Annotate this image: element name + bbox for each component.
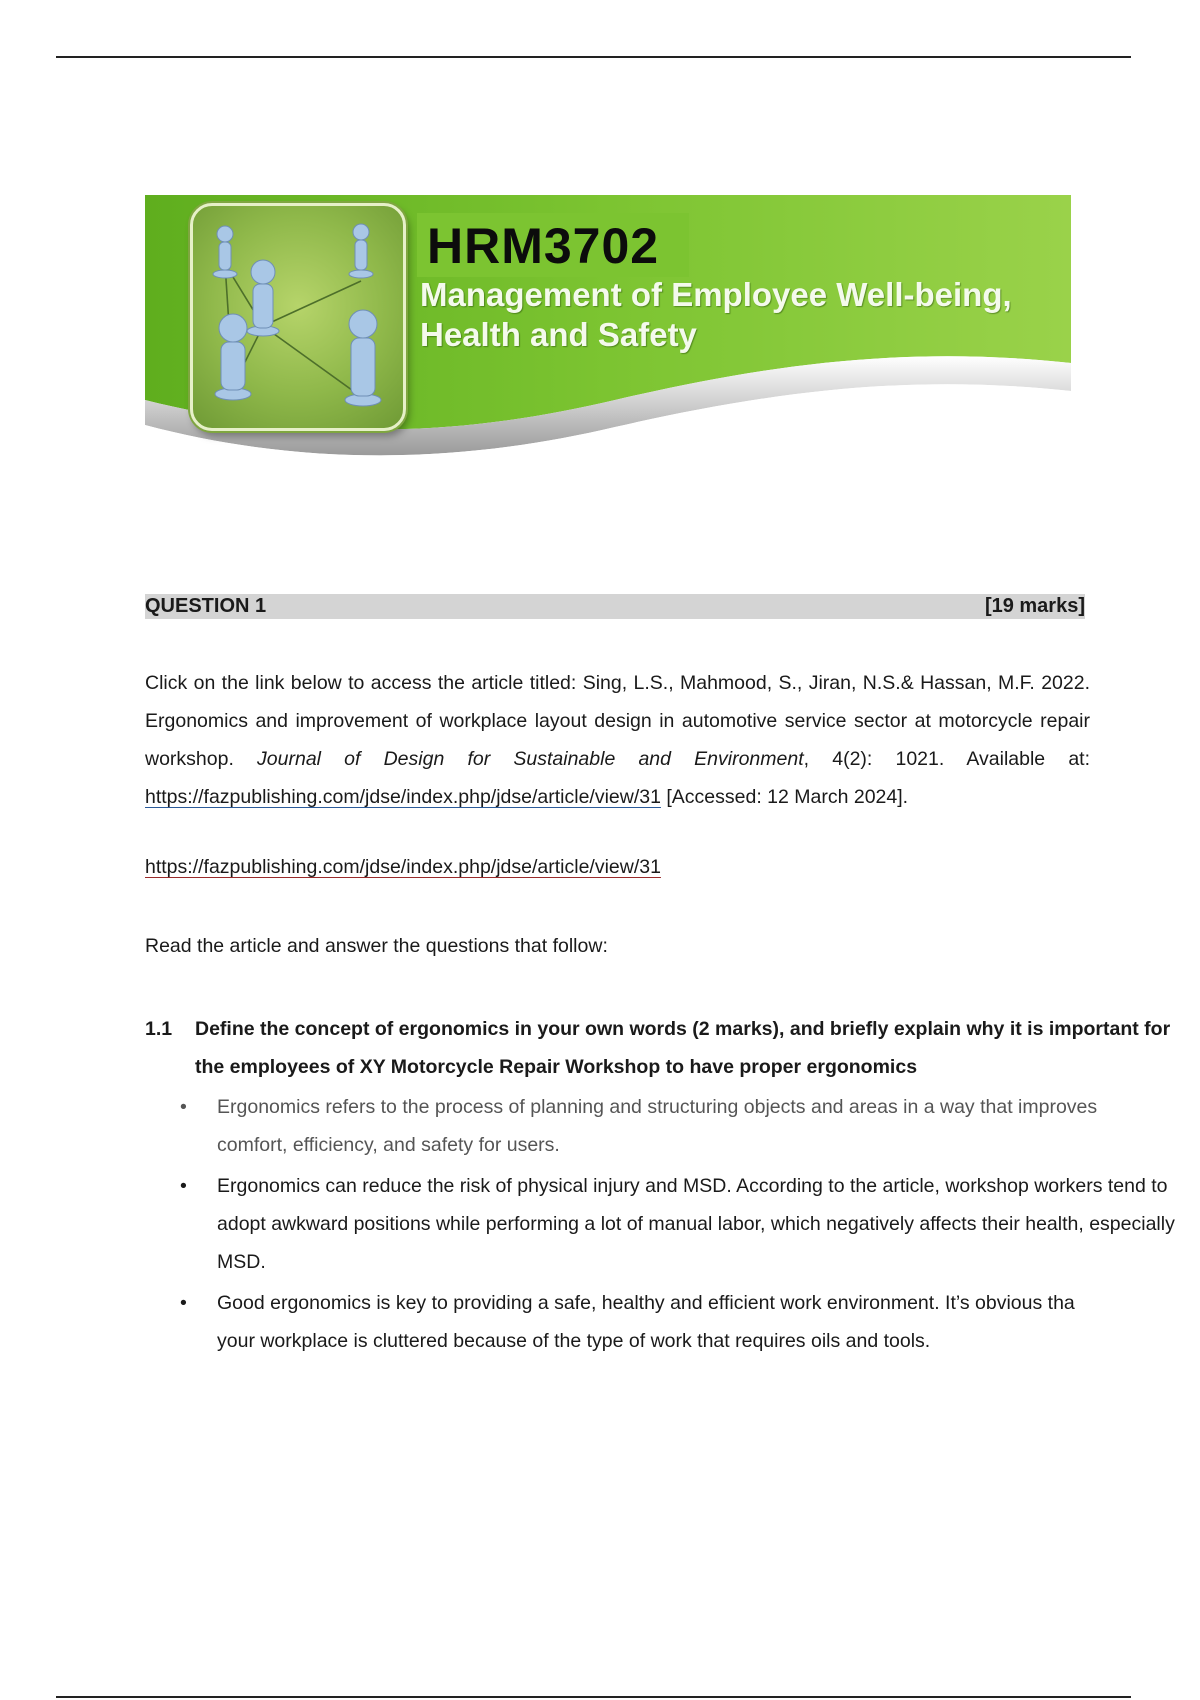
- bullet-icon: •: [180, 1175, 187, 1197]
- article-url-line: [145, 856, 661, 879]
- course-banner: [145, 195, 1071, 485]
- course-code: HRM3702: [417, 213, 689, 277]
- intro-text-1: Click on the link below to access the article titled: Sing, L.S., Mahmood, S., Jiran, N.S.& Hassan, M.F. 2022. Ergonomics and improvement of workplace layout design in automotive service sector at motorcycle repair workshop.: [145, 672, 1090, 770]
- article-reference-paragraph: [145, 664, 1090, 816]
- question-text: Define the concept of ergonomics in your own words (2 marks), and briefly explain why it is important for the employees of XY Motorcycle Repair Workshop to have proper ergonomics: [195, 1018, 1171, 1078]
- course-title-line-2: Health and Safety: [420, 316, 697, 353]
- answer-bullet-list: [180, 1088, 1200, 1363]
- journal-title: Journal of Design for Sustainable and Environment: [257, 748, 804, 770]
- bottom-rule: [56, 1696, 1131, 1698]
- intro-text-2: , 4(2): 1021. Available at:: [803, 748, 1091, 770]
- question-1-1: [145, 1010, 1185, 1086]
- bullet-text: Good ergonomics is key to providing a safe, healthy and efficient work environment. It’s obvious tha: [217, 1292, 1075, 1314]
- bullet-text-continuation: your workplace is cluttered because of the type of work that requires oils and tools.: [217, 1330, 931, 1352]
- course-title-line-1: Management of Employee Well-being,: [420, 276, 1012, 313]
- top-rule: [56, 56, 1131, 58]
- bullet-text: Ergonomics can reduce the risk of physical injury and MSD. According to the article, workshop workers tend to adopt awkward positions while performing a lot of manual labor, which negatively affects their health, especially MSD.: [217, 1175, 1175, 1273]
- bullet-icon: •: [180, 1292, 187, 1314]
- bullet-text: Ergonomics refers to the process of planning and structuring objects and areas in a way that improves comfort, efficiency, and safety for users.: [217, 1096, 1098, 1156]
- question-number: 1.1: [145, 1018, 173, 1040]
- question-label: QUESTION 1: [145, 595, 267, 617]
- people-network-icon: [193, 206, 403, 428]
- list-item: [180, 1088, 1200, 1164]
- question-marks: [19 marks]: [984, 595, 1085, 617]
- people-network-logo: [190, 203, 406, 431]
- article-url-link[interactable]: https://fazpublishing.com/jdse/index.php/jdse/article/view/31: [145, 856, 661, 878]
- list-item-continuation: [180, 1322, 1200, 1360]
- article-link[interactable]: https://fazpublishing.com/jdse/index.php/jdse/article/view/31: [145, 786, 661, 808]
- list-item: [180, 1284, 1200, 1322]
- bullet-icon: •: [180, 1096, 187, 1118]
- read-instruction: Read the article and answer the questions that follow:: [145, 935, 608, 957]
- question-header: [145, 594, 1085, 619]
- intro-text-3: [Accessed: 12 March 2024].: [660, 786, 909, 808]
- list-item: [180, 1167, 1200, 1281]
